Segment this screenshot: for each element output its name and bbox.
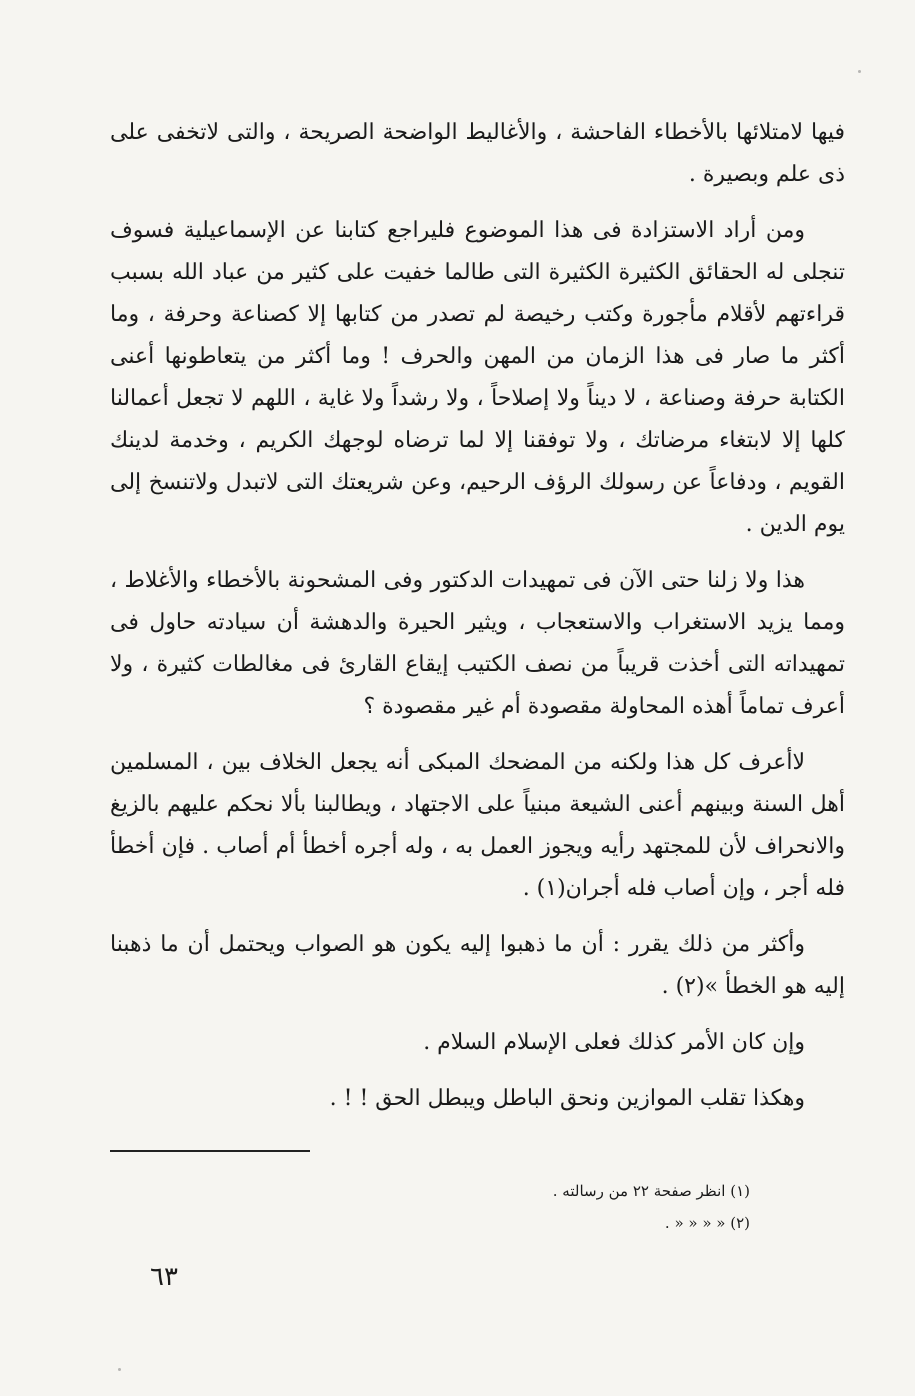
paragraph-7: وهكذا تقلب الموازين ونحق الباطل ويبطل الحق ! ! .	[329, 1086, 805, 1111]
paragraph-6: وإن كان الأمر كذلك فعلى الإسلام السلام .	[423, 1030, 805, 1055]
paragraph-5: وأكثر من ذلك يقرر : أن ما ذهبوا إليه يكون هو الصواب ويحتمل أن ما ذهبنا إليه هو الخطأ »(٢) .	[110, 932, 845, 999]
paragraph-1: فيها لامتلائها بالأخطاء الفاحشة ، والأغاليط الواضحة الصريحة ، والتى لاتخفى على ذى علم وبصيرة .	[110, 120, 845, 187]
paragraph-4: لاأعرف كل هذا ولكنه من المضحك المبكى أنه يجعل الخلاف بين ، المسلمين أهل السنة وبينهم أعنى الشيعة مبنياً على الاجتهاد ، ويطالبنا بألا نحكم عليهم بالزيغ والانحراف لأن للمجتهد رأيه ويجوز العمل به ، وله أجره أخطأ أم أصاب . فإن أخطأ فله أجر ، وإن أصاب فله أجران(١) .	[110, 750, 845, 901]
paper-speck	[858, 70, 861, 73]
paper-speck	[118, 1368, 121, 1371]
page-number: ٦٣	[150, 1262, 178, 1292]
paragraph-2: ومن أراد الاستزادة فى هذا الموضوع فليراجع كتابنا عن الإسماعيلية فسوف تنجلى له الحقائق الكثيرة الكثيرة التى طالما خفيت على كثير من عباد الله بسبب قراءتهم لأقلام مأجورة وكتب رخيصة لم تصدر من كتابها إلا كصناعة وحرفة ، وما أكثر ما صار فى هذا الزمان من المهن والحرف ! وما أكثر من يتعاطونها أعنى الكتابة حرفة وصناعة ، لا ديناً ولا إصلاحاً ، ولا رشداً ولا غاية ، اللهم لا تجعل أعمالنا كلها إلا لابتغاء مرضاتك ، ولا توفقنا إلا لما ترضاه لوجهك الكريم ، وخدمة لدينك القويم ، ودفاعاً عن رسولك الرؤف الرحيم، وعن شريعتك التى لاتبدل ولاتنسخ إلى يوم الدين .	[110, 218, 845, 537]
footnote-separator	[110, 1150, 310, 1152]
footnote-1: (١) انظر صفحة ٢٢ من رسالته .	[552, 1182, 750, 1200]
main-text	[110, 112, 845, 1134]
footnotes	[110, 1175, 750, 1239]
footnote-2: (٢) « « « « .	[664, 1214, 750, 1232]
paragraph-3: هذا ولا زلنا حتى الآن فى تمهيدات الدكتور وفى المشحونة بالأخطاء والأغلاط ، ومما يزيد الاستغراب والاستعجاب ، ويثير الحيرة والدهشة أن سيادته حاول فى تمهيداته التى أخذت قريباً من نصف الكتيب إيقاع القارئ فى مغالطات كثيرة ، ولا أعرف تماماً أهذه المحاولة مقصودة أم غير مقصودة ؟	[110, 568, 845, 719]
